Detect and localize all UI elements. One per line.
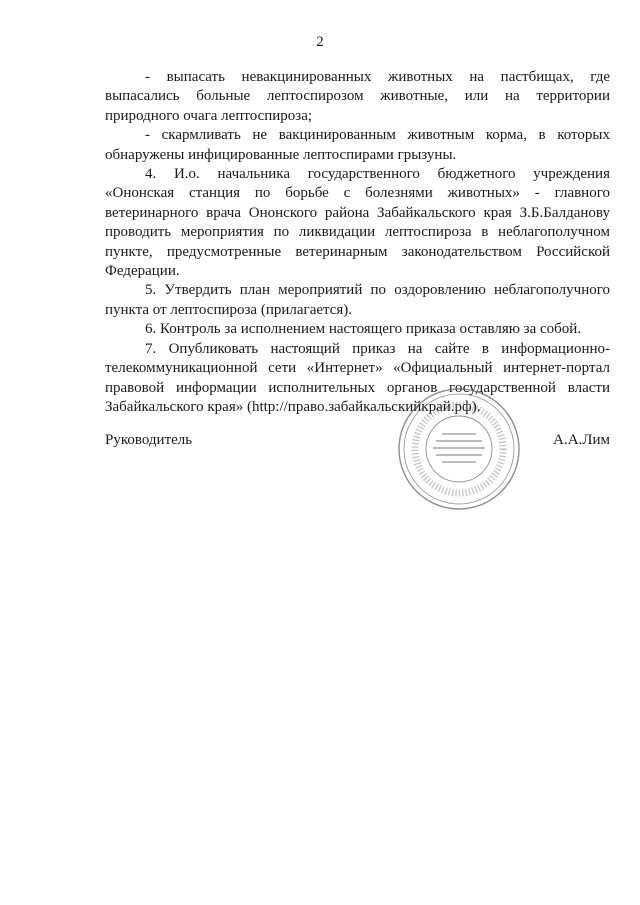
page-number: 2 xyxy=(316,34,324,50)
paragraph-item-4: 4. И.о. начальника государственного бюджетного учреждения «Ононская станция по борьбе с болезнями животных» - главного ветеринарного врача Ононского района Забайкальского края З.Б.Балданову проводить мероприятия по ликвидации лептоспироза в неблагополучном пункте, предусмотренные ветеринарным законодательством Российской Федерации. xyxy=(105,166,610,280)
signer-name: А.А.Лим xyxy=(553,432,610,448)
paragraph-item-6: 6. Контроль за исполнением настоящего приказа оставляю за собой. xyxy=(145,321,582,338)
signer-title: Руководитель xyxy=(105,432,193,448)
paragraph-item-5: 5. Утвердить план мероприятий по оздоровлению неблагополучного пункта от лептоспироза (прилагается). xyxy=(105,282,610,318)
signature-block xyxy=(105,432,610,458)
official-seal-stamp xyxy=(396,386,522,512)
paragraph-grazing-ban: - выпасать невакцинированных животных на пастбищах, где выпасались больные лептоспирозом животные, или на территории природного очага лептоспироза; xyxy=(105,69,610,124)
paragraph-item-7: 7. Опубликовать настоящий приказ на сайте в информационно-телекоммуникационной сети «Интернет» «Официальный интернет-портал правовой информации исполнительных органов государственной власти Забайкальского края» (http://право.забайкальскийкрай.рф). xyxy=(105,340,610,415)
document-body xyxy=(105,68,610,417)
paragraph-feeding-ban: - скармливать не вакцинированным животным корма, в которых обнаружены инфицированные лептоспирами грызуны. xyxy=(105,127,610,163)
